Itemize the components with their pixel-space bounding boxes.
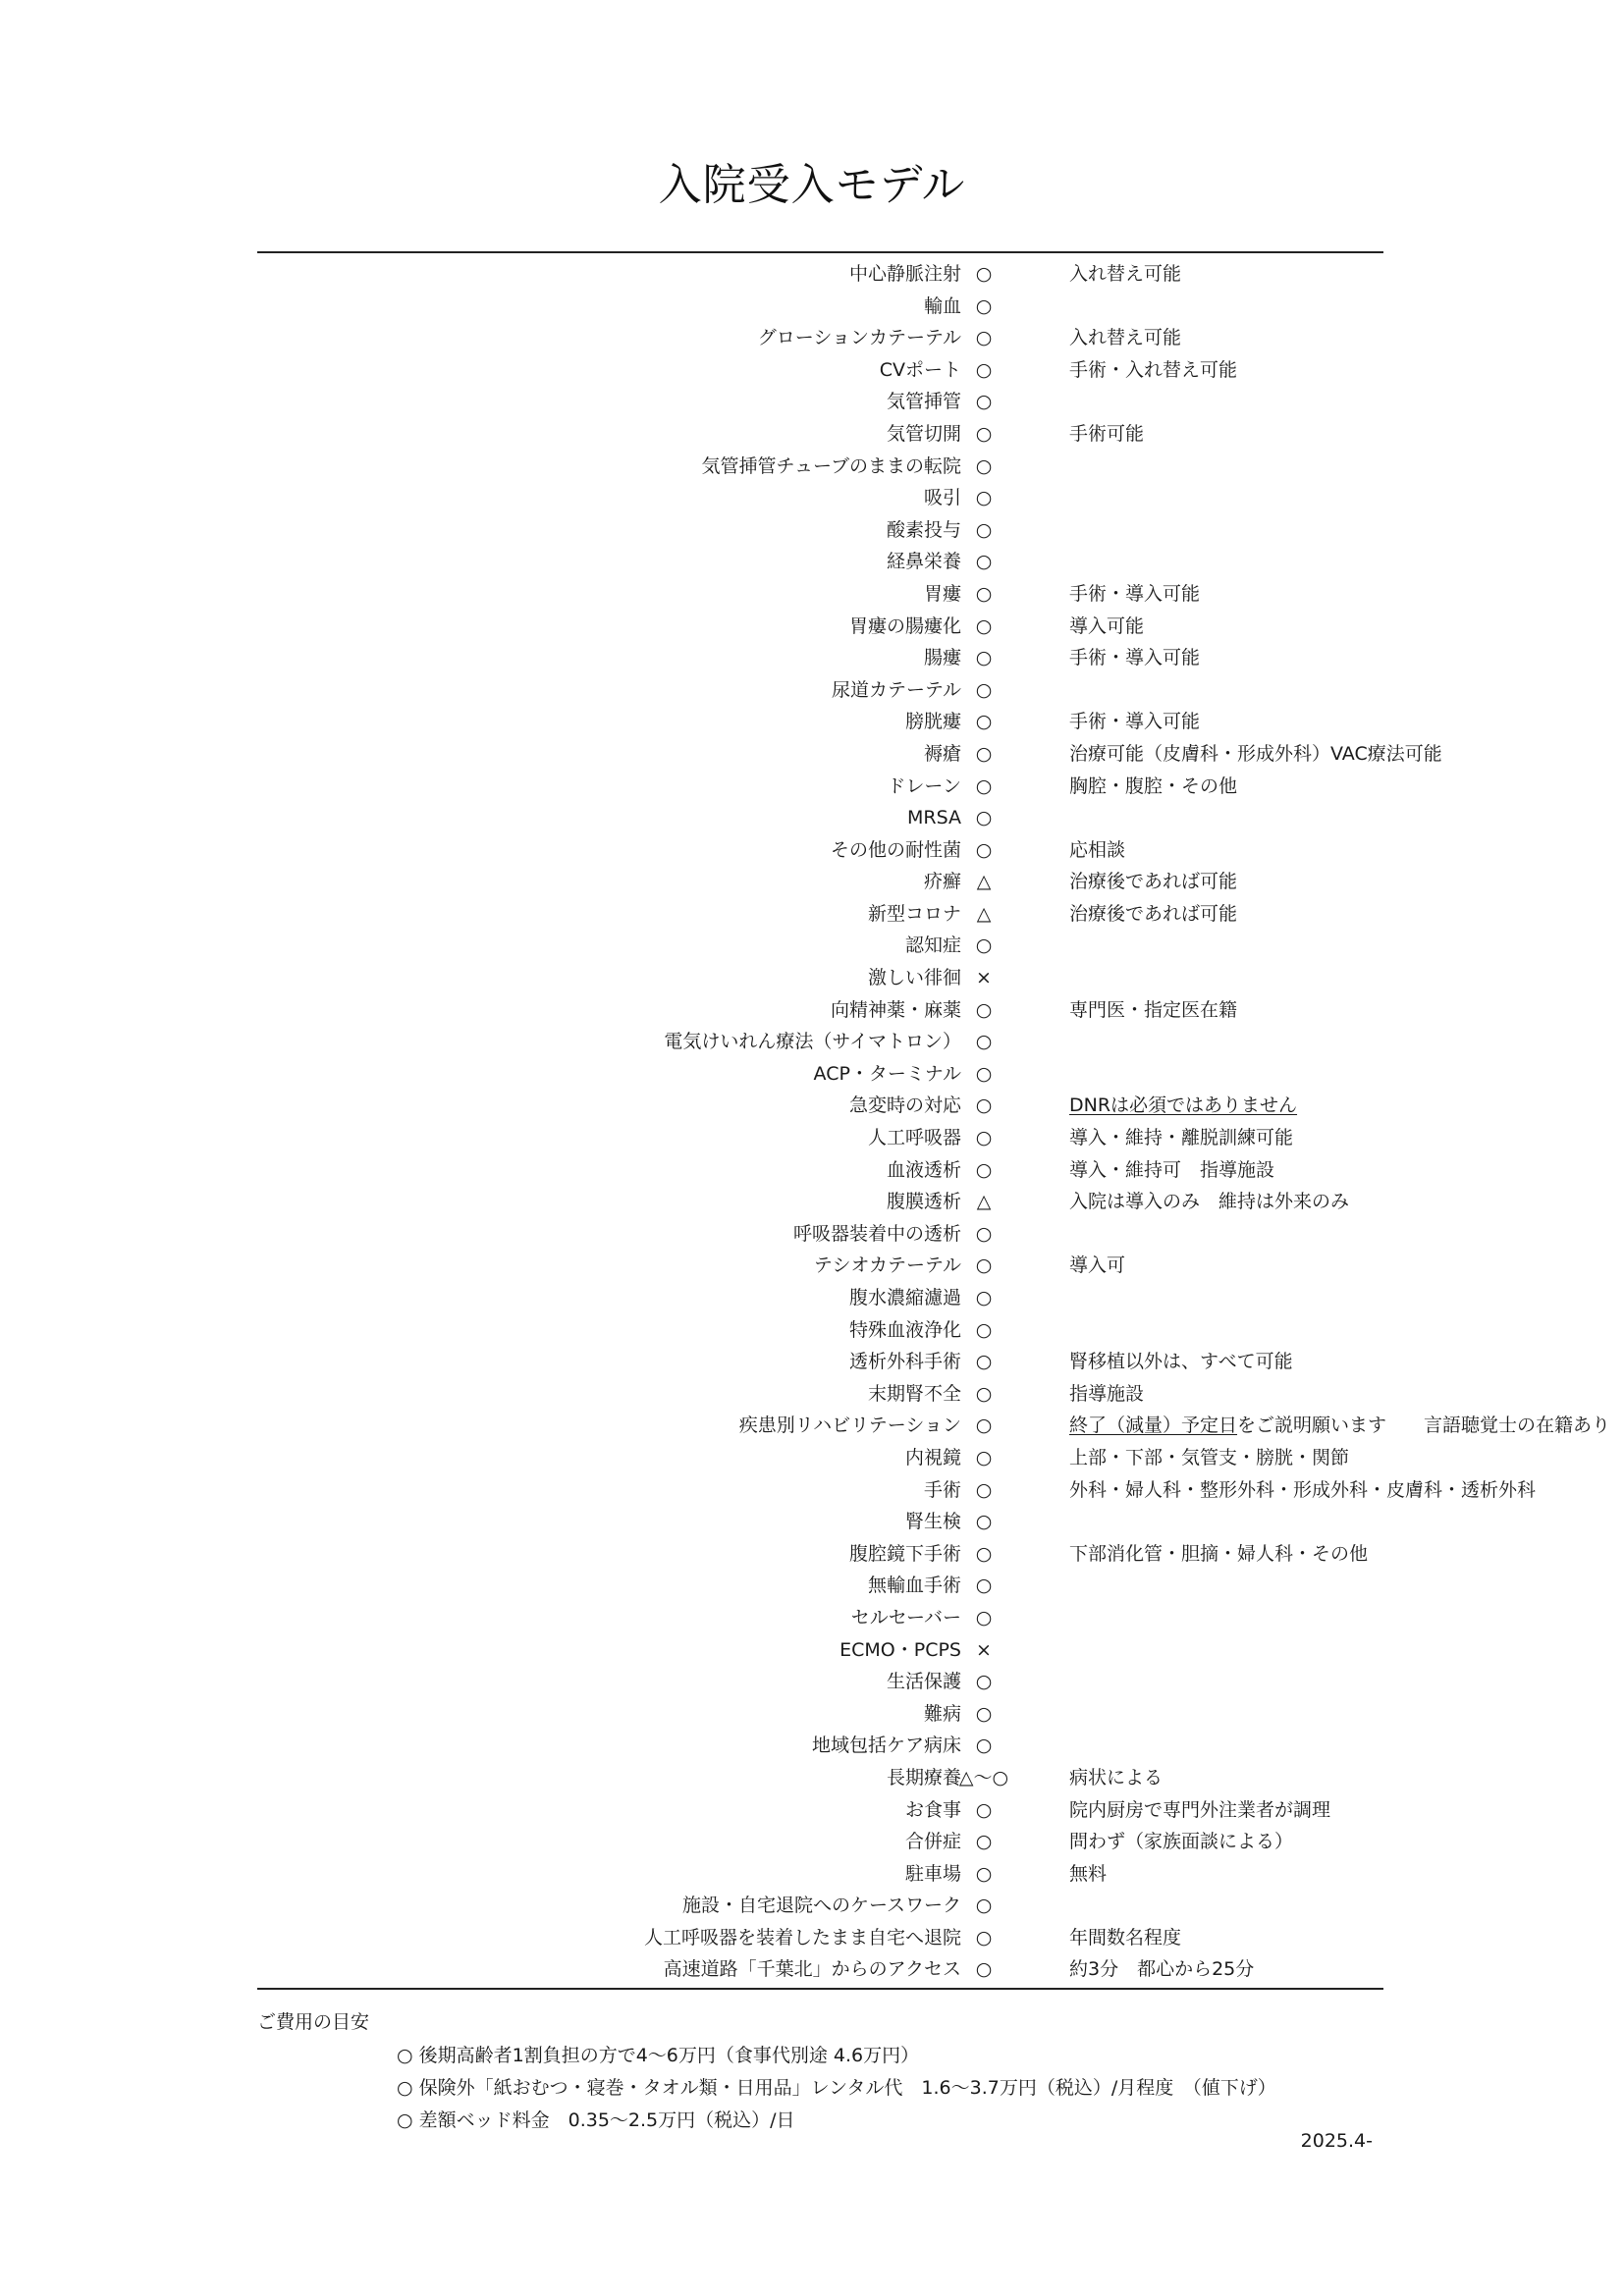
row-mark: ○: [975, 263, 993, 285]
row-item: 腹膜透析: [886, 1191, 961, 1213]
row-item: 難病: [923, 1702, 961, 1725]
row-item: 新型コロナ: [867, 902, 961, 925]
table-row: [257, 451, 1383, 483]
row-item: 急変時の対応: [848, 1095, 961, 1117]
row-mark: ○: [975, 1095, 993, 1117]
row-item: お食事: [904, 1798, 961, 1821]
acceptance-table: [257, 258, 1611, 1986]
row-mark: ○: [975, 934, 993, 957]
row-item: ACP・ターミナル: [813, 1062, 961, 1085]
row-mark: ○: [975, 998, 993, 1021]
table-row: [257, 1666, 1383, 1698]
row-mark: ○: [975, 614, 993, 637]
table-row: [257, 611, 1383, 643]
row-note: [1069, 1090, 1297, 1122]
row-item: 疾患別リハビリテーション: [738, 1415, 961, 1437]
row-item: 合併症: [904, 1831, 961, 1853]
row-mark: ○: [975, 1255, 993, 1277]
table-row: [257, 1890, 1383, 1922]
row-mark: ○: [975, 742, 993, 765]
row-mark: △: [976, 871, 992, 893]
row-note: 入れ替え可能: [1069, 263, 1182, 285]
revision-date: 2025.4-: [1300, 2130, 1373, 2152]
table-row: [257, 834, 1383, 867]
table-row: [257, 642, 1383, 674]
row-mark: ○: [975, 1287, 993, 1308]
row-item: グローションカテーテル: [757, 327, 961, 349]
row-mark: ○: [975, 327, 993, 349]
row-mark: ○: [975, 551, 993, 573]
row-item: 長期療養: [886, 1766, 961, 1789]
row-item: 褥瘡: [923, 742, 961, 765]
row-mark: ○: [975, 1798, 993, 1821]
row-mark: ○: [975, 1351, 993, 1373]
table-row: [257, 578, 1383, 611]
row-item: 酸素投与: [886, 518, 961, 541]
row-note: 年間数名程度: [1069, 1926, 1182, 1949]
row-note: 手術・導入可能: [1069, 711, 1201, 733]
row-item: 激しい徘徊: [867, 967, 961, 989]
row-item: 気管切開: [886, 422, 961, 445]
row-item: 吸引: [923, 487, 961, 509]
table-row: [257, 291, 1383, 323]
row-item: 膀胱瘻: [904, 711, 961, 733]
row-mark: ○: [975, 1606, 993, 1629]
row-mark: ○: [975, 1062, 993, 1085]
table-row: [257, 1698, 1383, 1731]
table-row: [257, 1378, 1383, 1411]
row-item: 施設・自宅退院へのケースワーク: [681, 1895, 961, 1917]
row-mark: △: [976, 1191, 992, 1213]
row-item: 地域包括ケア病床: [811, 1735, 961, 1757]
row-item: 尿道カテーテル: [831, 678, 961, 701]
row-note: 手術・入れ替え可能: [1069, 358, 1238, 381]
costs-heading: ご費用の目安: [257, 2011, 370, 2033]
table-row: [257, 1442, 1383, 1474]
table-row: [257, 1570, 1383, 1602]
row-note: 導入可: [1069, 1255, 1126, 1277]
row-mark: ○: [975, 1575, 993, 1597]
table-row: [257, 930, 1383, 962]
table-top-rule: [257, 251, 1383, 253]
row-item: ドレーン: [887, 774, 961, 797]
row-item: 腎生検: [904, 1511, 961, 1533]
row-mark: ○: [975, 487, 993, 509]
row-item: その他の耐性菌: [830, 838, 961, 861]
row-mark: ○: [975, 1318, 993, 1341]
row-mark: ○: [975, 1415, 993, 1437]
table-row: [257, 1250, 1383, 1282]
row-mark: ○: [975, 518, 993, 541]
table-row: [257, 1474, 1537, 1507]
table-row: [257, 1794, 1383, 1827]
row-item: 気管挿管チューブのままの転院: [701, 454, 961, 477]
row-note: 下部消化管・胆摘・婦人科・その他: [1069, 1542, 1369, 1565]
table-row: [257, 706, 1383, 738]
row-note: 院内厨房で専門外注業者が調理: [1069, 1798, 1331, 1821]
row-mark: ×: [976, 1638, 992, 1661]
table-row: [257, 898, 1383, 931]
table-row: [257, 962, 1383, 994]
row-mark: ○: [975, 1511, 993, 1533]
table-row: [257, 1762, 1383, 1794]
row-item: 血液透析: [886, 1158, 961, 1181]
row-item: 気管挿管: [886, 391, 961, 413]
row-note: 外科・婦人科・整形外科・形成外科・皮膚科・透析外科: [1069, 1478, 1537, 1501]
row-item: 腸瘻: [923, 647, 961, 669]
row-mark: ○: [975, 1702, 993, 1725]
row-item: 末期腎不全: [867, 1382, 961, 1405]
table-row: [257, 546, 1383, 578]
row-note: 上部・下部・気管支・膀胱・関節: [1069, 1446, 1350, 1468]
row-mark: ○: [975, 582, 993, 605]
row-item: 腹腔鏡下手術: [848, 1542, 961, 1565]
table-bottom-rule: [257, 1988, 1383, 1990]
table-row: [257, 1730, 1383, 1762]
row-mark: ○: [975, 1158, 993, 1181]
row-mark: ○: [975, 454, 993, 477]
row-item: 向精神薬・麻薬: [830, 998, 961, 1021]
row-note: 手術・導入可能: [1069, 582, 1201, 605]
row-item: 認知症: [904, 934, 961, 957]
row-item: 駐車場: [904, 1862, 961, 1885]
row-mark: ○: [975, 1127, 993, 1149]
row-note-text: をご説明願います 言語聴覚士の在籍あり: [1237, 1415, 1611, 1437]
table-row: [257, 1058, 1383, 1091]
row-mark: ○: [975, 1895, 993, 1917]
cost-line: ○ 後期高齢者1割負担の方で4～6万円（食事代別途 4.6万円）: [397, 2045, 920, 2066]
row-item: 電気けいれん療法（サイマトロン）: [664, 1031, 961, 1053]
row-mark: ○: [975, 1958, 993, 1981]
row-item: 特殊血液浄化: [848, 1318, 961, 1341]
row-mark: ○: [975, 774, 993, 797]
row-mark: ○: [975, 1478, 993, 1501]
table-row: [257, 418, 1383, 451]
row-note: 手術可能: [1069, 422, 1145, 445]
table-row: [257, 1922, 1383, 1954]
row-mark: ○: [975, 838, 993, 861]
costs-list: [397, 2040, 1276, 2137]
table-row: [257, 1154, 1383, 1187]
row-item: 透析外科手術: [848, 1351, 961, 1373]
row-note: 導入可能: [1069, 614, 1145, 637]
row-note: 専門医・指定医在籍: [1069, 998, 1238, 1021]
row-note: 導入・維持可 指導施設: [1069, 1158, 1275, 1181]
row-item: 人工呼吸器: [867, 1127, 961, 1149]
row-note: 入れ替え可能: [1069, 327, 1182, 349]
row-mark: ○: [975, 1831, 993, 1853]
row-note: 治療可能（皮膚科・形成外科）VAC療法可能: [1069, 742, 1442, 765]
row-mark: ○: [975, 678, 993, 701]
row-note: 指導施設: [1069, 1382, 1145, 1405]
table-row: [257, 994, 1383, 1027]
row-item: 人工呼吸器を装着したまま自宅へ退院: [643, 1926, 961, 1949]
table-row: [257, 1953, 1383, 1986]
row-item: テシオカテーテル: [813, 1255, 961, 1277]
table-row: [257, 354, 1383, 387]
table-row: [257, 866, 1383, 898]
table-row: [257, 1602, 1383, 1634]
row-item: 生活保護: [886, 1671, 961, 1693]
row-mark: ×: [976, 967, 992, 989]
table-row: [257, 738, 1442, 771]
row-item: 胃瘻: [923, 582, 961, 605]
table-row: [257, 1122, 1383, 1154]
row-note: 病状による: [1069, 1766, 1164, 1789]
table-row: [257, 1314, 1383, 1347]
row-note: 入院は導入のみ 維持は外来のみ: [1069, 1191, 1350, 1213]
cost-line: ○ 保険外「紙おむつ・寝巻・タオル類・日用品」レンタル代 1.6～3.7万円（税込）/月程度 （値下げ）: [397, 2077, 1276, 2099]
row-note-underlined: DNRは必須ではありません: [1069, 1095, 1298, 1117]
table-row: [257, 1506, 1383, 1538]
row-note: 治療後であれば可能: [1069, 902, 1238, 925]
table-row: [257, 1634, 1383, 1667]
table-row: [257, 482, 1383, 514]
table-row: [257, 802, 1383, 834]
row-item: MRSA: [906, 807, 961, 829]
row-mark: ○: [975, 1862, 993, 1885]
row-item: 内視鏡: [904, 1446, 961, 1468]
row-item: 高速道路「千葉北」からのアクセス: [663, 1958, 961, 1981]
row-mark: ○: [975, 1031, 993, 1053]
table-row: [257, 1826, 1383, 1858]
row-mark: ○: [975, 391, 993, 413]
row-item: 手術: [923, 1478, 961, 1501]
row-note: 治療後であれば可能: [1069, 871, 1238, 893]
table-row: [257, 514, 1383, 547]
page-title: 入院受入モデル: [658, 160, 966, 210]
row-mark: ○: [975, 1926, 993, 1949]
row-mark: ○: [975, 294, 993, 317]
row-item: 無輸血手術: [867, 1575, 961, 1597]
row-item: CVポート: [879, 358, 961, 381]
row-mark: ○: [975, 1542, 993, 1565]
row-mark: △: [976, 902, 992, 925]
row-note: 約3分 都心から25分: [1069, 1958, 1255, 1981]
row-item: 疥癬: [923, 871, 961, 893]
row-item: セルセーバー: [850, 1606, 961, 1629]
row-item: 中心静脈注射: [848, 263, 961, 285]
table-row: [257, 322, 1383, 354]
row-mark: ○: [975, 1446, 993, 1468]
table-row: [257, 1538, 1383, 1571]
table-row: [257, 1090, 1383, 1122]
table-row: [257, 771, 1383, 803]
table-row: [257, 1858, 1383, 1891]
row-mark: ○: [975, 647, 993, 669]
row-note: 導入・維持・離脱訓練可能: [1069, 1127, 1294, 1149]
table-row: [257, 1410, 1611, 1442]
row-item: 輸血: [923, 294, 961, 317]
row-mark: ○: [975, 358, 993, 381]
row-mark: ○: [975, 422, 993, 445]
row-item: 呼吸器装着中の透析: [792, 1222, 961, 1245]
table-row: [257, 1218, 1383, 1251]
row-mark: ○: [975, 1382, 993, 1405]
row-item: 胃瘻の腸瘻化: [848, 614, 961, 637]
row-note: 無料: [1069, 1862, 1108, 1885]
row-note-underlined: 終了（減量）予定日: [1069, 1415, 1238, 1437]
row-mark: ○: [975, 1735, 993, 1757]
row-item: 腹水濃縮濾過: [848, 1287, 961, 1308]
row-note: 問わず（家族面談による）: [1069, 1831, 1294, 1853]
table-row: [257, 674, 1383, 707]
table-row: [257, 386, 1383, 418]
row-note: [1069, 1410, 1610, 1442]
row-mark: ○: [975, 807, 993, 829]
row-mark: △～○: [958, 1766, 1009, 1789]
cost-line: ○ 差額ベッド料金 0.35～2.5万円（税込）/日: [397, 2109, 795, 2131]
table-row: [257, 1346, 1383, 1378]
table-row: [257, 258, 1383, 291]
row-mark: ○: [975, 711, 993, 733]
row-item: ECMO・PCPS: [839, 1638, 961, 1661]
table-row: [257, 1282, 1383, 1314]
row-note: 腎移植以外は、すべて可能: [1069, 1351, 1293, 1373]
row-item: 経鼻栄養: [886, 551, 961, 573]
row-mark: ○: [975, 1222, 993, 1245]
row-note: 応相談: [1069, 838, 1126, 861]
row-mark: ○: [975, 1671, 993, 1693]
table-row: [257, 1026, 1383, 1058]
table-row: [257, 1186, 1383, 1218]
row-note: 手術・導入可能: [1069, 647, 1201, 669]
row-note: 胸腔・腹腔・その他: [1069, 774, 1238, 797]
